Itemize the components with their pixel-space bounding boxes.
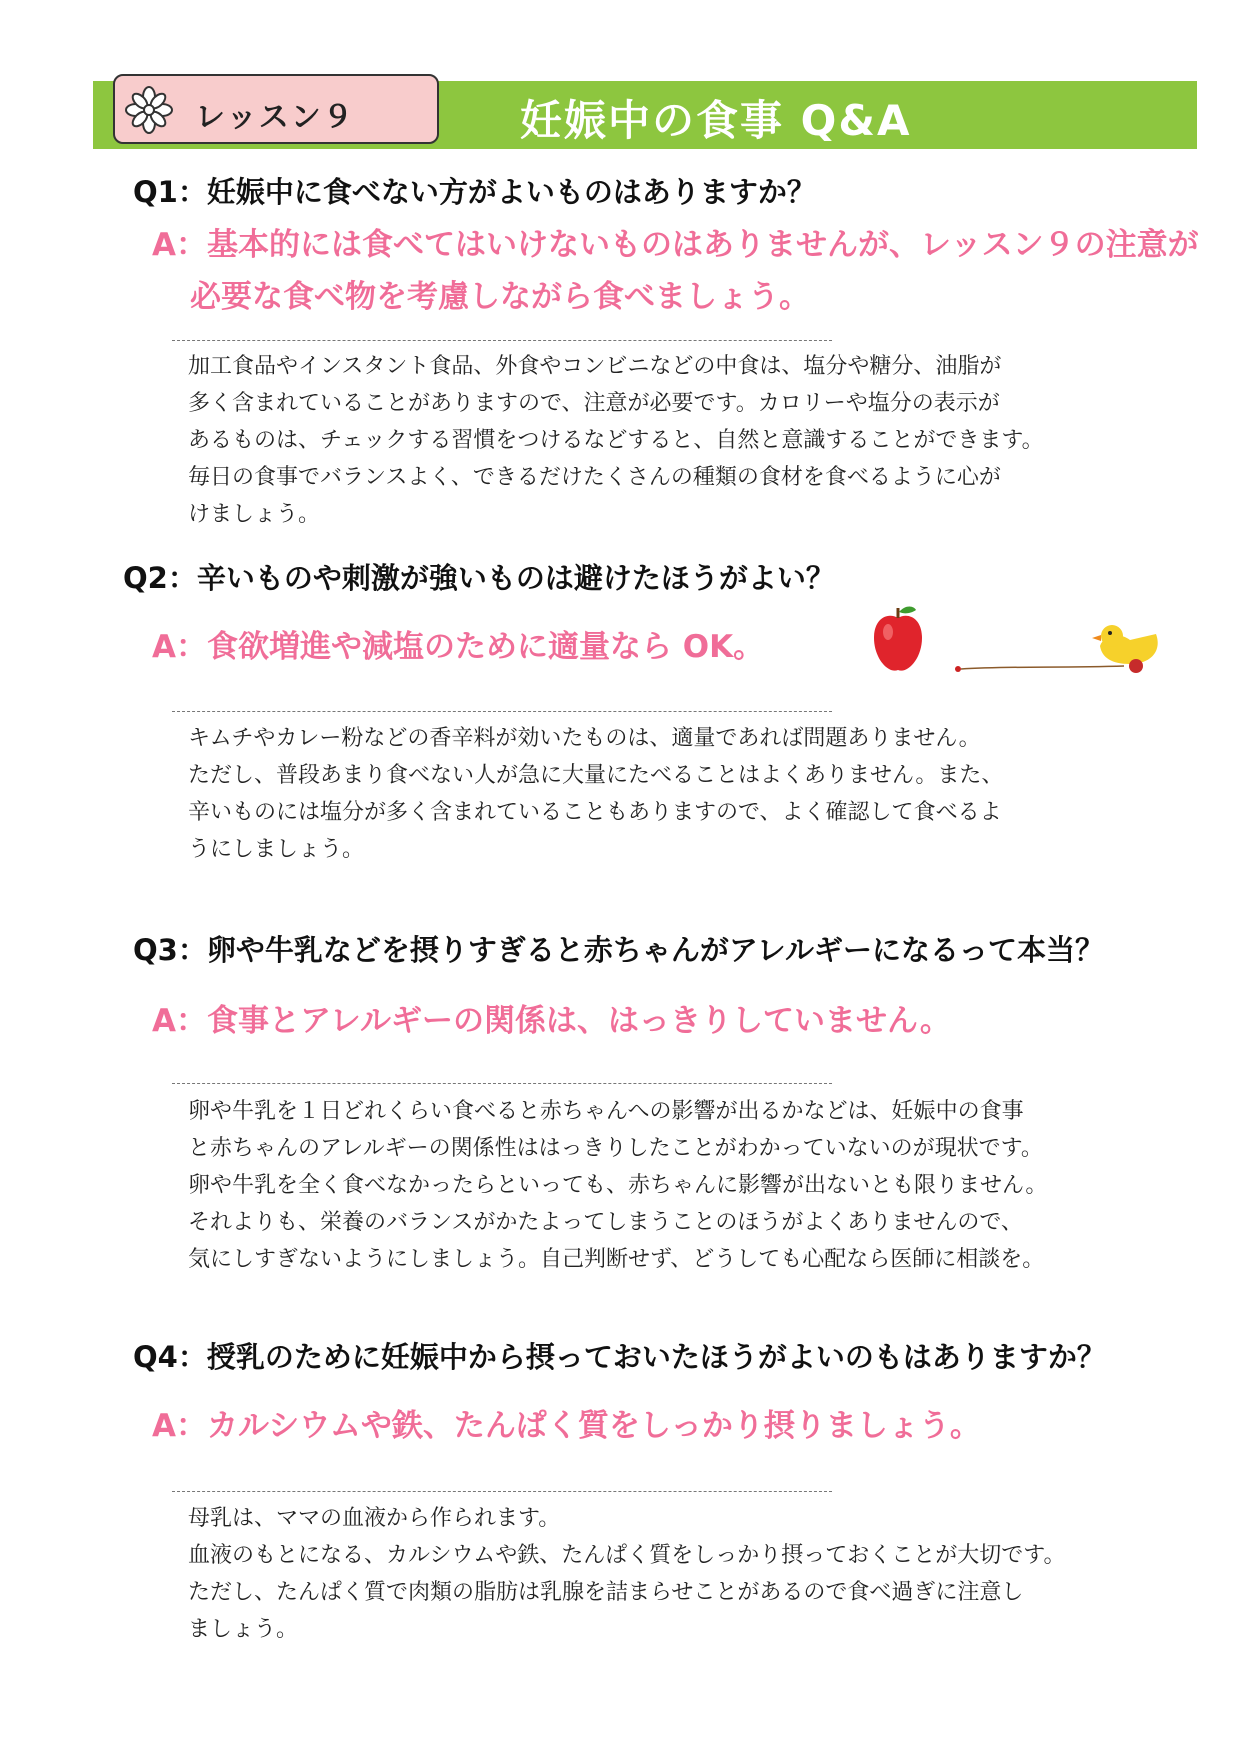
answer-3-body <box>188 1093 1047 1278</box>
body-line: 卵や牛乳を全く食べなかったらといっても、赤ちゃんに影響が出ないとも限りません。 <box>188 1173 1048 1198</box>
lesson-tab <box>113 74 439 144</box>
answer-2-line-1: A：食欲増進や減塩のために適量なら OK。 <box>152 629 765 665</box>
body-line: ただし、たんぱく質で肉類の脂肪は乳腺を詰まらせことがあるので食べ過ぎに注意し <box>188 1580 1024 1605</box>
answer-2-body <box>188 720 1003 868</box>
body-line: キムチやカレー粉などの香辛料が効いたものは、適量であれば問題ありません。 <box>188 726 981 751</box>
apple-and-duck-toy-illustration <box>868 604 1168 684</box>
divider <box>172 340 832 341</box>
answer-1 <box>152 219 1199 323</box>
body-line: 気にしすぎないようにしましょう。自己判断せず、どうしても心配なら医師に相談を。 <box>188 1247 1045 1272</box>
body-line: うにしましょう。 <box>188 837 365 862</box>
question-2: Q2：辛いものや刺激が強いものは避けたほうがよい？ <box>123 561 835 595</box>
body-line: 毎日の食事でバランスよく、できるだけたくさんの種類の食材を食べるように心が <box>188 465 1001 490</box>
answer-3 <box>152 995 951 1047</box>
question-1: Q1：妊娠中に食べない方がよいものはありますか？ <box>133 175 816 209</box>
body-line: 加工食品やインスタント食品、外食やコンビニなどの中食は、塩分や糖分、油脂が <box>188 354 1002 379</box>
body-line: と赤ちゃんのアレルギーの関係性ははっきりしたことがわかっていないのが現状です。 <box>188 1136 1043 1161</box>
answer-2 <box>152 621 764 673</box>
body-line: 多く含まれていることがありますので、注意が必要です。カロリーや塩分の表示が <box>188 391 1000 416</box>
body-line: 卵や牛乳を１日どれくらい食べると赤ちゃんへの影響が出るかなどは、妊娠中の食事 <box>188 1099 1024 1124</box>
page-title: 妊娠中の食事 Q&A <box>520 96 912 145</box>
body-line: 血液のもとになる、カルシウムや鉄、たんぱく質をしっかり摂っておくことが大切です。 <box>188 1543 1066 1568</box>
divider <box>172 1491 832 1492</box>
answer-4 <box>152 1400 981 1452</box>
body-line: 辛いものには塩分が多く含まれていることもありますので、よく確認して食べるよ <box>188 800 1002 825</box>
lesson-label: レッスン９ <box>195 100 355 135</box>
answer-1-line-2: 必要な食べ物を考慮しながら食べましょう。 <box>190 279 810 315</box>
body-line: 母乳は、ママの血液から作られます。 <box>188 1506 561 1531</box>
body-line: けましょう。 <box>188 502 321 527</box>
flower-icon <box>125 86 173 134</box>
answer-4-body <box>188 1500 1065 1648</box>
body-line: ましょう。 <box>188 1617 299 1642</box>
answer-3-line-1: A：食事とアレルギーの関係は、はっきりしていません。 <box>152 1003 951 1039</box>
divider <box>172 711 832 712</box>
divider <box>172 1083 832 1084</box>
body-line: ただし、普段あまり食べない人が急に大量にたべることはよくありません。また、 <box>188 763 1004 788</box>
answer-1-line-1: A：基本的には食べてはいけないものはありませんが、レッスン９の注意が <box>152 227 1199 263</box>
question-3: Q3：卵や牛乳などを摂りすぎると赤ちゃんがアレルギーになるって本当？ <box>133 933 1104 967</box>
body-line: あるものは、チェックする習慣をつけるなどすると、自然と意識することができます。 <box>188 428 1044 453</box>
body-line: それよりも、栄養のバランスがかたよってしまうことのほうがよくありませんので、 <box>188 1210 1023 1235</box>
question-4: Q4：授乳のために妊娠中から摂っておいたほうがよいのもはありますか？ <box>133 1340 1106 1374</box>
answer-4-line-1: A：カルシウムや鉄、たんぱく質をしっかり摂りましょう。 <box>152 1408 981 1444</box>
answer-1-body <box>188 348 1044 533</box>
apple-icon <box>874 607 922 671</box>
